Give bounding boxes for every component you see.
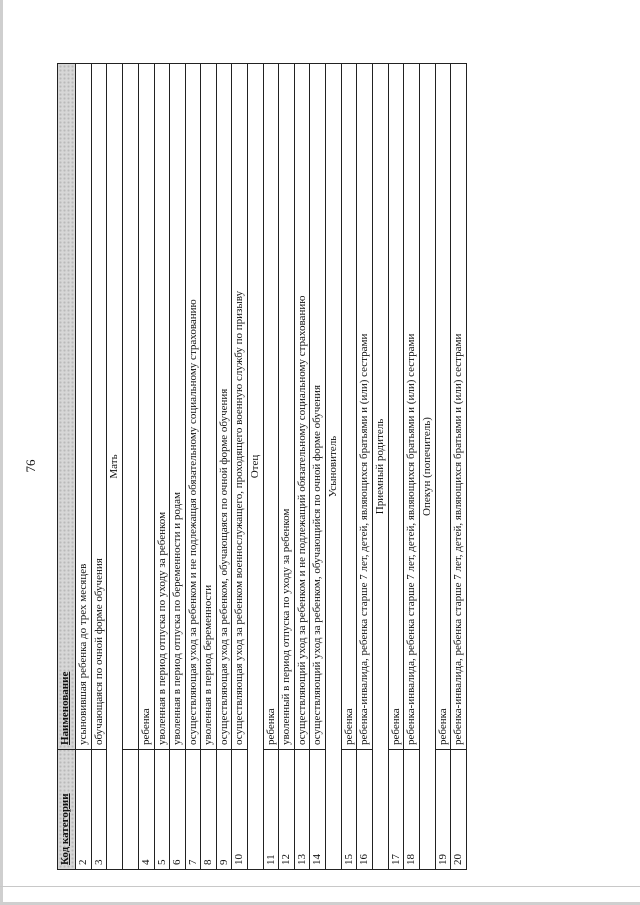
table-row [201,64,217,870]
table-row [170,64,186,870]
category-name: осуществляющая уход за ребенком, обучающаяся по очной форме обучения [216,64,232,750]
table-row [232,64,248,870]
page-number: 76 [23,459,38,473]
table-row [451,64,467,870]
category-name: уволенная в период отпуска по беременности и родам [170,64,186,750]
category-name: ребенка [388,64,404,750]
table-row [185,64,201,870]
rotated-page [23,64,464,870]
section-row [419,64,435,870]
table-row [123,64,139,870]
table-row [357,64,373,870]
section-title: Приемный родитель [372,64,388,870]
category-table [57,63,467,870]
section-row [372,64,388,870]
section-row [107,64,123,870]
table-row [91,64,107,870]
table-row [341,64,357,870]
category-code: 19 [435,750,451,870]
category-name: ребенка-инвалида, ребенка старше 7 лет, детей, являющихся братьями и (или) сестрами [451,64,467,750]
category-name: осуществляющая уход за ребенком и не подлежащая обязательному социальному страхованию [185,64,201,750]
category-code: 10 [232,750,248,870]
category-code: 8 [201,750,217,870]
category-name: осуществляющий уход за ребенком, обучающийся по очной форме обучения [310,64,326,750]
category-name: ребенка [341,64,357,750]
table-row [154,64,170,870]
table-row [404,64,420,870]
category-code: 7 [185,750,201,870]
table-row [279,64,295,870]
header-name: Наименование [58,64,76,750]
category-name: ребенка-инвалида, ребенка старше 7 лет, детей, являющихся братьями и (или) сестрами [404,64,420,750]
table-header-row [58,64,76,870]
category-code: 5 [154,750,170,870]
category-code: 12 [279,750,295,870]
section-row [325,64,341,870]
section-title: Мать [107,64,123,870]
category-code: 17 [388,750,404,870]
category-code: 13 [294,750,310,870]
table-row [310,64,326,870]
table-row [139,64,155,870]
table-row [435,64,451,870]
category-code: 18 [404,750,420,870]
section-title: Усыновитель [325,64,341,870]
table-row [388,64,404,870]
category-name: уволенная в период беременности [201,64,217,750]
category-name: ребенка [435,64,451,750]
category-code: 15 [341,750,357,870]
category-name [123,64,139,750]
category-code: 2 [76,750,92,870]
category-code: 6 [170,750,186,870]
category-name: уволенный в период отпуска по уходу за ребенком [279,64,295,750]
category-name: осуществляющая уход за ребенком военнослужащего, проходящего военную службу по призыву [232,64,248,750]
category-code: 9 [216,750,232,870]
table-row [294,64,310,870]
category-code: 16 [357,750,373,870]
category-name: уволенная в период отпуска по уходу за ребенком [154,64,170,750]
table-body [76,64,467,870]
category-name: ребенка [139,64,155,750]
header-code: Код категории [58,750,76,870]
table-row [216,64,232,870]
category-name: усыновившая ребенка до трех месяцев [76,64,92,750]
category-code: 20 [451,750,467,870]
section-row [247,64,263,870]
category-code: 3 [91,750,107,870]
category-code: 14 [310,750,326,870]
section-title: Отец [247,64,263,870]
category-code: 4 [139,750,155,870]
scan-left-edge [0,0,3,905]
category-code: 11 [263,750,279,870]
table-row [263,64,279,870]
category-name: осуществляющий уход за ребенком и не подлежащий обязательному социальному страхованию [294,64,310,750]
scan-bottom-line [0,886,640,887]
category-name: ребенка-инвалида, ребенка старше 7 лет, детей, являющихся братьями и (или) сестрами [357,64,373,750]
section-title: Опекун (попечитель) [419,64,435,870]
category-name: обучающаяся по очной форме обучения [91,64,107,750]
category-code [123,750,139,870]
category-name: ребенка [263,64,279,750]
table-row [76,64,92,870]
